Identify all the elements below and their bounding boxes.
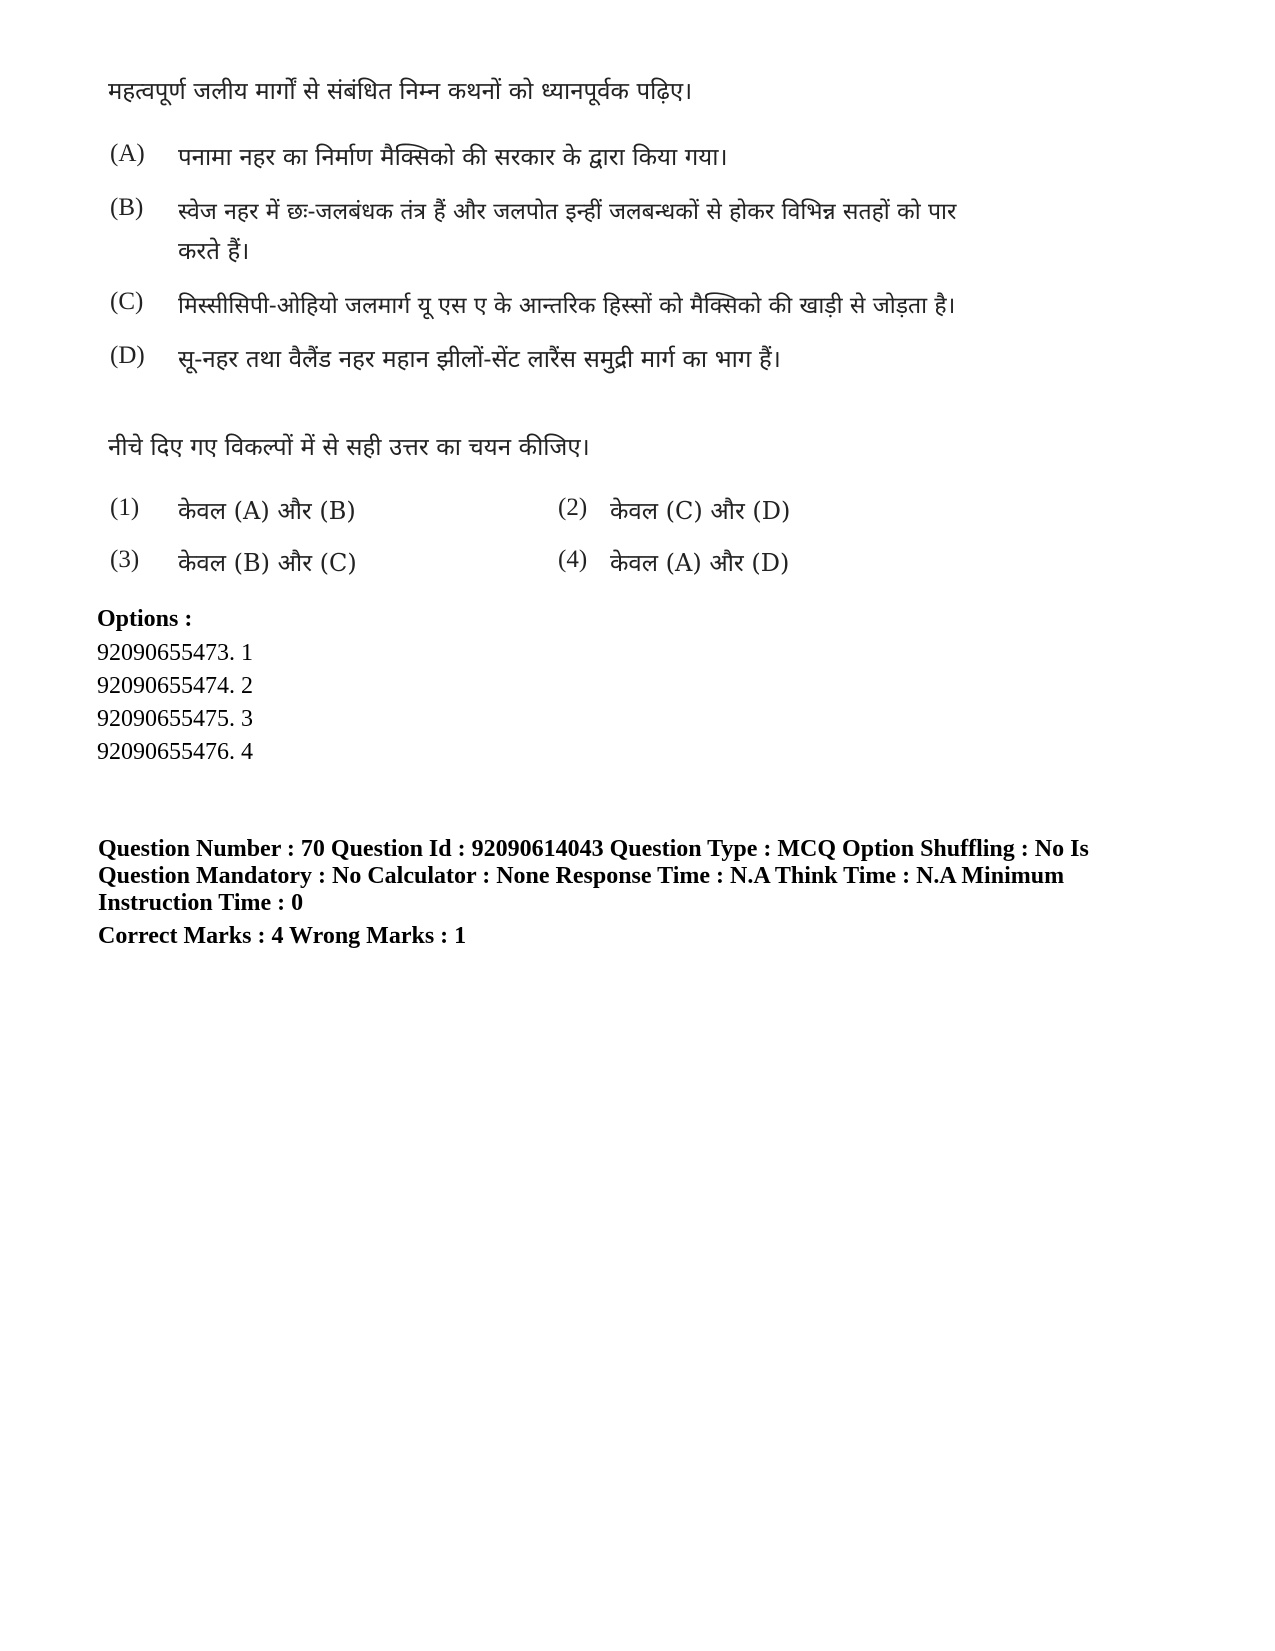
question-meta bbox=[98, 836, 1178, 950]
instruction-text: नीचे दिए गए विकल्पों में से सही उत्तर का चयन कीजिए। bbox=[108, 433, 590, 461]
choice-3-text: केवल (B) और (C) bbox=[178, 549, 357, 577]
choice-2-text: केवल (C) और (D) bbox=[610, 497, 791, 525]
choice-4-label: (4) bbox=[558, 546, 588, 573]
choice-1-label: (1) bbox=[110, 494, 140, 521]
statement-a-text: पनामा नहर का निर्माण मैक्सिको की सरकार के द्वारा किया गया। bbox=[178, 143, 728, 171]
statement-b-label: (B) bbox=[110, 194, 144, 221]
choice-3-label: (3) bbox=[110, 546, 140, 573]
question-meta-line2: Question Mandatory : No Calculator : None Response Time : N.A Think Time : N.A Minimum bbox=[98, 863, 1065, 889]
option-item-4: 92090655476. 4 bbox=[97, 739, 253, 765]
statement-d-text: सू-नहर तथा वैलैंड नहर महान झीलों-सेंट लारैंस समुद्री मार्ग का भाग हैं। bbox=[178, 345, 781, 373]
statement-d-label: (D) bbox=[110, 342, 145, 369]
marks-line: Correct Marks : 4 Wrong Marks : 1 bbox=[98, 923, 467, 949]
option-item-3: 92090655475. 3 bbox=[97, 706, 253, 732]
options-heading: Options : bbox=[97, 606, 193, 632]
statement-b-text-line2: करते हैं। bbox=[178, 237, 250, 265]
choice-4-text: केवल (A) और (D) bbox=[610, 549, 790, 577]
choice-2-label: (2) bbox=[558, 494, 588, 521]
question-meta-line1: Question Number : 70 Question Id : 92090614043 Question Type : MCQ Option Shuffling : No Is bbox=[98, 836, 1089, 862]
option-item-2: 92090655474. 2 bbox=[97, 673, 253, 699]
choice-1-text: केवल (A) और (B) bbox=[178, 497, 356, 525]
question-meta-line3: Instruction Time : 0 bbox=[98, 890, 304, 916]
statement-c-label: (C) bbox=[110, 288, 144, 315]
statement-b-text-line1: स्वेज नहर में छः-जलबंधक तंत्र हैं और जलपोत इन्हीं जलबन्धकों से होकर विभिन्न सतहों को पार bbox=[178, 199, 957, 225]
statement-a-label: (A) bbox=[110, 140, 145, 167]
statement-c-text: मिस्सीसिपी-ओहियो जलमार्ग यू एस ए के आन्तरिक हिस्सों को मैक्सिको की खाड़ी से जोड़ता है। bbox=[178, 293, 956, 319]
option-item-1: 92090655473. 1 bbox=[97, 640, 253, 666]
question-intro: महत्वपूर्ण जलीय मार्गों से संबंधित निम्न कथनों को ध्यानपूर्वक पढ़िए। bbox=[108, 77, 693, 105]
